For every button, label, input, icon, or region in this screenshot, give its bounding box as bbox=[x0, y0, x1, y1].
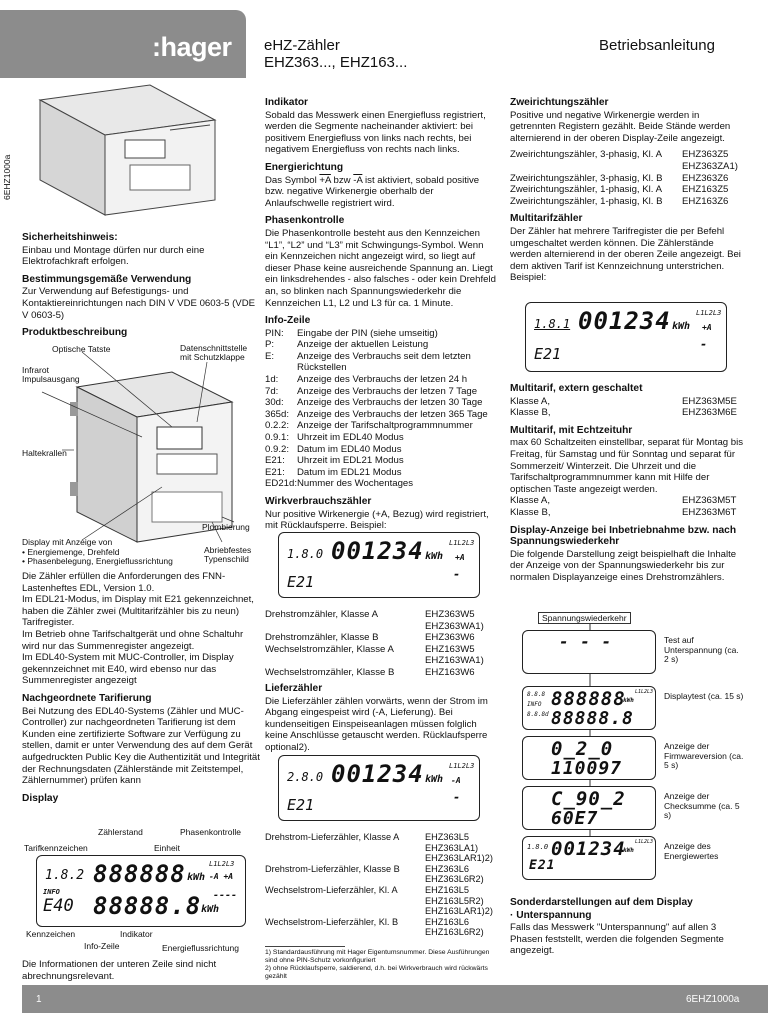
info-row-row bbox=[265, 328, 497, 340]
zwei-value: EHZ363ZA1) bbox=[682, 160, 738, 172]
zwei-row bbox=[510, 196, 746, 208]
ext-row bbox=[510, 407, 746, 419]
seq-label: Anzeige der Firmwareversion (ca. 5 s) bbox=[664, 741, 744, 770]
display-unit1: kWh bbox=[187, 872, 206, 883]
info-row-key: PIN: bbox=[265, 327, 284, 339]
wirk-value: EHZ363W6 bbox=[425, 632, 475, 644]
liefer-value: EHZ163L5R2) bbox=[425, 895, 484, 906]
ext-key: Klasse A, bbox=[510, 395, 550, 407]
page-number: 1 bbox=[36, 994, 42, 1005]
seq-small-small1: 8.8.8 bbox=[527, 691, 546, 698]
ind-title: Indikator bbox=[265, 97, 309, 108]
seq-label: Anzeige der Checksumme (ca. 5 s) bbox=[664, 791, 740, 820]
info-row-key: 0.9.1: bbox=[265, 432, 290, 444]
wirk-e: E21 bbox=[287, 573, 315, 591]
seq-top: C_90_2 bbox=[551, 788, 626, 810]
seq-bottom: 88888.8 bbox=[551, 708, 634, 729]
wirk-text: Nur positive Wirkenergie (+A, Bezug) wird registriert, mit Rücklaufsperre. Beispiel: bbox=[265, 508, 489, 532]
multi-text: Der Zähler hat mehrere Tarifregister die per Befehl umgeschaltet werden können. Die Zählerstände werden alternierend in der oberen Zeile angezeigt. Bei dem aktiven Tarif ist Kennzeichnung unterstrichen. Beispiel: bbox=[510, 225, 741, 284]
info-row-row bbox=[265, 455, 497, 467]
multi-e: E21 bbox=[534, 345, 562, 363]
liefer-key: Wechselstrom-Lieferzähler, Kl. B bbox=[265, 916, 399, 927]
liefer-value: EHZ363L6 bbox=[425, 863, 469, 874]
tarif-title: Nachgeordnete Tarifierung bbox=[22, 692, 152, 704]
seq-label: Test auf Unterspannung (ca. 2 s) bbox=[664, 635, 739, 664]
seq-lcd bbox=[522, 836, 656, 880]
wirk-dash: - bbox=[453, 567, 461, 581]
title-line1: eHZ-Zähler bbox=[264, 37, 340, 54]
display-lcd bbox=[36, 855, 246, 927]
seq-lcd bbox=[522, 736, 656, 780]
ext-title: Multitarif, extern geschaltet bbox=[510, 383, 643, 394]
column-1-body bbox=[22, 571, 260, 805]
footnote-2: 2) ohne Rücklaufsperre, saldierend, d.h. bei Wirkverbrauch wird rückwärts gezählt bbox=[265, 965, 488, 980]
seq-phases: L1L2L3 bbox=[635, 839, 654, 845]
energy-title: Energierichtung bbox=[265, 161, 344, 173]
wirk-phases: L1L2L3 bbox=[449, 539, 475, 547]
multi-code: 1.8.1 bbox=[534, 317, 571, 331]
liefer-key bbox=[265, 874, 425, 885]
zwei-row bbox=[510, 149, 746, 161]
zwei-key: Zweirichtungszähler, 1-phasig, Kl. B bbox=[510, 195, 663, 207]
body4: Im EDL40-System mit MUC-Controller, im Display gekennzeichnet mit E40, wird ebenso nur das Summenregister angezeigt bbox=[22, 652, 234, 687]
zwei-row bbox=[510, 173, 746, 185]
energy-bzw: bzw bbox=[333, 174, 351, 186]
column-2 bbox=[265, 97, 497, 532]
multi-phases: L1L2L3 bbox=[696, 309, 722, 317]
multi-title: Multitarifzähler bbox=[510, 213, 583, 225]
multi-lcd bbox=[525, 302, 727, 372]
label-haltekrallen: Haltekrallen bbox=[22, 448, 67, 458]
zwei-row bbox=[510, 184, 746, 196]
zwei-value: EHZ163Z6 bbox=[682, 195, 729, 207]
zwei-row bbox=[510, 161, 746, 173]
side-doc-code: 6EHZ1000a bbox=[2, 154, 12, 200]
liefer-value: EHZ363L6R2) bbox=[425, 874, 484, 885]
label-bullet2: • Phasenbelegung, Energieflussrichtung bbox=[22, 556, 173, 566]
label-abrieb: Abriebfestes Typenschild bbox=[204, 545, 252, 564]
label-energie: Energieflussrichtung bbox=[162, 943, 240, 953]
liefer-key: Drehstrom-Lieferzähler, Klasse B bbox=[265, 863, 400, 874]
multi-dash: - bbox=[700, 337, 708, 351]
zwei-key: Zweirichtungszähler, 3-phasig, Kl. A bbox=[510, 149, 662, 161]
info-row-row bbox=[265, 351, 497, 374]
display-reading2: 88888.8 bbox=[93, 892, 202, 920]
column-3-bottom bbox=[510, 897, 746, 957]
label-einheit: Einheit bbox=[154, 843, 180, 853]
info-row-value: Anzeige der aktuellen Leistung bbox=[297, 339, 429, 351]
info-row-value: Anzeige des Verbrauchs seit dem letzten Rückstellen bbox=[297, 350, 471, 374]
seq-code5: 1.8.0 bbox=[527, 843, 549, 851]
info-row-key: ED21d: bbox=[265, 478, 297, 490]
info-row-key: 365d: bbox=[265, 408, 290, 420]
zwei-title: Zweirichtungszähler bbox=[510, 97, 609, 108]
ext-value: EHZ363M6E bbox=[682, 407, 737, 419]
zwei-key: Zweirichtungszähler, 3-phasig, Kl. B bbox=[510, 172, 663, 184]
seq-label: Anzeige des Energiewertes bbox=[664, 841, 719, 861]
info-row-key: 0.9.2: bbox=[265, 443, 290, 455]
wirk-code: 1.8.0 bbox=[287, 547, 324, 561]
liefer-key: Wechselstrom-Lieferzähler, Kl. A bbox=[265, 884, 398, 895]
info-row-row bbox=[265, 397, 497, 409]
seq-top: 001234 bbox=[551, 838, 626, 860]
liefer-text: Die Lieferzähler zählen vorwärts, wenn der Strom im Abgang eingespeist wird (-A, Lieferung). Bei kundenseitigen Einspeiseanlagen müssen folglich keine Anschlüsse getauscht werden. Rücklaufsperre optional2). bbox=[265, 695, 488, 753]
echt-value: EHZ363M5T bbox=[682, 495, 737, 507]
wirk-value: EHZ163WA1) bbox=[425, 655, 484, 667]
ind-text: Sobald das Messwerk einen Energiefluss registriert, werden die Segmente nacheinander aktiviert: bei positivem Energiefluss von links nach rechts, bei negativem Energiefluss von rechts nach links. bbox=[265, 109, 486, 156]
sonder-sub: · Unterspannung bbox=[510, 909, 592, 921]
wirk-row bbox=[265, 655, 497, 667]
wirk-row bbox=[265, 644, 497, 656]
liefer-value: EHZ163L6R2) bbox=[425, 927, 484, 938]
ext-value: EHZ363M5E bbox=[682, 395, 737, 407]
safety-title: Sicherheitshinweis: bbox=[22, 232, 118, 243]
info-row-key: 30d: bbox=[265, 397, 284, 409]
liefer-row bbox=[265, 874, 505, 885]
info-row-row bbox=[265, 467, 497, 479]
wirk-value: EHZ363W5 bbox=[425, 609, 475, 620]
wirk-row bbox=[265, 609, 497, 621]
liefer-code: 2.8.0 bbox=[287, 770, 324, 784]
liefer-key bbox=[265, 906, 425, 917]
hager-logo: :hager bbox=[152, 32, 232, 62]
meter-illustration bbox=[30, 80, 230, 220]
wirk-key bbox=[265, 655, 425, 667]
echt-key: Klasse A, bbox=[510, 495, 550, 507]
label-infozeile: Info-Zeile bbox=[84, 941, 120, 951]
info-row-key: E21: bbox=[265, 455, 285, 467]
label-plombierung: Plombierung bbox=[202, 522, 250, 532]
energy-sym2: -A bbox=[353, 174, 363, 186]
title-line2: EHZ363..., EHZ163... bbox=[264, 54, 408, 71]
wirk-lcd bbox=[278, 532, 480, 598]
echt-table bbox=[510, 495, 746, 518]
info-row-key: 0.2.2: bbox=[265, 420, 290, 432]
liefer-value: EHZ363LAR1)2) bbox=[425, 853, 493, 864]
wirk-title: Wirkverbrauchszähler bbox=[265, 496, 372, 507]
display-title: Display bbox=[22, 792, 59, 804]
display-info: INFO bbox=[43, 888, 60, 896]
seq-head: Spannungswiederkehr bbox=[538, 612, 631, 624]
label-datenschnitt: Datenschnittstelle mit Schutzklappe bbox=[180, 343, 248, 362]
liefer-value: EHZ363LA1) bbox=[425, 842, 479, 853]
body3: Im Betrieb ohne Tarifschaltgerät und ohne Schaltuhr wird nur das Summenregister angezeigt. bbox=[22, 628, 244, 652]
zwei-text: Positive und negative Wirkenergie werden in getrennten Registern gezählt. Beide Stände werden alternierend in der oberen Display-Zeile angezeigt. bbox=[510, 109, 731, 144]
seq-lcd bbox=[522, 786, 656, 830]
column-1 bbox=[22, 226, 260, 340]
liefer-table bbox=[265, 832, 505, 938]
wirk-reading: 001234 bbox=[331, 537, 424, 565]
liefer-title: Lieferzähler bbox=[265, 683, 323, 694]
echt-key: Klasse B, bbox=[510, 506, 551, 518]
liefer-row bbox=[265, 864, 505, 875]
info-row-value: Datum im EDL40 Modus bbox=[297, 443, 402, 455]
liefer-arrow: -A bbox=[451, 776, 461, 785]
info-row-value: Nummer des Wochentages bbox=[297, 478, 414, 490]
startup-sequence bbox=[522, 608, 752, 888]
use-title: Bestimmungsgemäße Verwendung bbox=[22, 273, 192, 285]
echt-value: EHZ363M6T bbox=[682, 506, 737, 518]
liefer-dash: - bbox=[453, 790, 461, 804]
wirk-value: EHZ163W6 bbox=[425, 666, 475, 678]
wirk-row bbox=[265, 632, 497, 644]
wirk-value: EHZ363WA1) bbox=[425, 620, 484, 632]
column-3 bbox=[510, 97, 746, 284]
seq-phases: L1L2L3 bbox=[635, 689, 654, 695]
liefer-row bbox=[265, 832, 505, 843]
info-row-row bbox=[265, 444, 497, 456]
info-row-value: Uhrzeit im EDL40 Modus bbox=[297, 432, 404, 444]
info-row-value: Anzeige des Verbrauchs der letzen 24 h bbox=[297, 374, 468, 386]
use-text: Zur Verwendung auf Befestigungs- und Kontaktiereinrichtungen nach DIN V VDE 0603-5 (VDE V 0603-5) bbox=[22, 286, 256, 321]
label-kennzeichen: Kennzeichen bbox=[26, 929, 76, 939]
column-3-mid bbox=[510, 383, 746, 584]
liefer-key bbox=[265, 927, 425, 938]
seq-bottom: 60E7 bbox=[551, 808, 599, 829]
wirk-key: Drehstromzähler, Klasse A bbox=[265, 609, 379, 620]
wirk-key: Wechselstromzähler, Klasse B bbox=[265, 666, 395, 678]
info-row-value: Eingabe der PIN (siehe umseitig) bbox=[297, 327, 438, 339]
zwei-value: EHZ363Z5 bbox=[682, 149, 729, 161]
energy-text-b: ist aktiviert, sobald positive bzw. negative Wirkenergie oberhalb der Anlaufschwelle registriert wird. bbox=[265, 174, 480, 209]
footnote-1: 1) Standardausführung mit Hager Eigentumsnummer. Diese Ausführungen sind ohne PIN-Schutz vorkonfiguriert bbox=[265, 949, 490, 964]
display-reading1: 888888 bbox=[93, 860, 186, 888]
zwei-table bbox=[510, 149, 746, 207]
info-row-row bbox=[265, 409, 497, 421]
wirk-row bbox=[265, 667, 497, 679]
sonder-text: Falls das Messwerk "Unterspannung" auf allen 3 Phasen feststellt, werden die folgenden Segmente angezeigt. bbox=[510, 922, 724, 957]
footer-code: 6EHZ1000a bbox=[686, 994, 740, 1005]
liefer-row bbox=[265, 927, 505, 938]
ext-key: Klasse B, bbox=[510, 407, 551, 419]
zwei-value: EHZ363Z6 bbox=[682, 172, 729, 184]
info-row-row bbox=[265, 339, 497, 351]
liefer-phases: L1L2L3 bbox=[449, 762, 475, 770]
wirk-arrow: +A bbox=[455, 553, 465, 562]
info-title: Info-Zeile bbox=[265, 315, 311, 327]
display-unit2: kWh bbox=[201, 904, 220, 915]
info-row-value: Datum im EDL21 Modus bbox=[297, 466, 402, 478]
wirk-unit: kWh bbox=[425, 551, 444, 562]
bottom-note: Die Informationen der unteren Zeile sind nicht abrechnungsrelevant. bbox=[22, 959, 217, 982]
liefer-reading: 001234 bbox=[331, 760, 424, 788]
info-row-key: E: bbox=[265, 350, 275, 362]
liefer-row bbox=[265, 843, 505, 854]
info-row-value: Anzeige des Verbrauchs der letzen 7 Tage bbox=[297, 385, 478, 397]
seq-bottom: E21 bbox=[529, 858, 556, 873]
sonder-title: Sonderdarstellungen auf dem Display bbox=[510, 897, 693, 908]
phase-text: Die Phasenkontrolle besteht aus den Kennzeichen “L1”, “L2” und “L3” mit Schwingungs-Symbol. Wenn ein Kennzeichen nicht angezeigt wird, so liegt auf dieser Phase keine ausreichende Spannung an. Liegt ein linksdrehendes - also falsches - oder kein Drehfeld an, so blinken nach Spannungswiederkehr die Kennzeichen L1, L2 und L3 für ca. 1 Minute. bbox=[265, 227, 496, 309]
echt-row bbox=[510, 495, 746, 507]
info-row-row bbox=[265, 420, 497, 432]
label-phasenkontrolle: Phasenkontrolle bbox=[180, 827, 241, 837]
footnotes bbox=[265, 946, 501, 981]
liefer-row bbox=[265, 853, 505, 864]
display-figure bbox=[22, 825, 262, 955]
display-code2: E40 bbox=[43, 896, 74, 916]
multi-reading: 001234 bbox=[578, 307, 671, 335]
info-row-value: Uhrzeit im EDL21 Modus bbox=[297, 455, 404, 467]
info-row-value: Anzeige des Verbrauchs der letzen 30 Tage bbox=[297, 397, 483, 409]
info-row-key: E21: bbox=[265, 466, 285, 478]
tarif-text: Bei Nutzung des EDL40-Systems (Zähler und MUC-Controller) zur nachgeordneten Tarifierung ist dem Kunden eine zertifizierte Software zur Verfügung zu stellen, damit er unter Verwendung des auf dem Gerät aufgedruckten Public Key die Authentizität und Integrität der Rechnungsdaten (Zählerstände mit Zeitstempel, Zählernummer) prüfen kann bbox=[22, 705, 260, 787]
ext-row bbox=[510, 396, 746, 408]
wirk-value: EHZ163W5 bbox=[425, 643, 475, 655]
liefer-unit: kWh bbox=[425, 774, 444, 785]
liefer-value: EHZ163L6 bbox=[425, 916, 469, 927]
info-row-value: Anzeige der Tarifschaltprogrammnummer bbox=[297, 420, 473, 432]
liefer-key bbox=[265, 896, 425, 907]
seq-small-small3: 8.8.8d bbox=[527, 711, 549, 718]
liefer-key bbox=[265, 853, 425, 864]
energy-sym1: +A bbox=[319, 174, 331, 186]
label-infrarot: Infrarot Impulsausgang bbox=[22, 365, 80, 384]
seq-lcd bbox=[522, 630, 656, 674]
seq-unit: kWh bbox=[623, 697, 634, 704]
seq-lcd bbox=[522, 686, 656, 730]
seq-top: 0_2_0 bbox=[551, 738, 614, 760]
safety-text: Einbau und Montage dürfen nur durch eine Elektrofachkraft erfolgen. bbox=[22, 244, 205, 268]
wirk-key bbox=[265, 621, 425, 633]
inbetr-title: Display-Anzeige bei Inbetriebnahme bzw. nach Spannungswiederkehr bbox=[510, 524, 737, 548]
echt-row bbox=[510, 507, 746, 519]
liefer-row bbox=[265, 896, 505, 907]
liefer-key: Drehstrom-Lieferzähler, Klasse A bbox=[265, 832, 400, 842]
multi-arrow: +A bbox=[702, 323, 712, 332]
zwei-value: EHZ163Z5 bbox=[682, 184, 729, 196]
wirk-table bbox=[265, 609, 497, 679]
label-tatste: Optische Tatste bbox=[52, 344, 111, 354]
display-code1: 1.8.2 bbox=[45, 868, 85, 883]
info-row-row bbox=[265, 478, 497, 490]
doc-type: Betriebsanleitung bbox=[599, 37, 715, 54]
echt-title: Multitarif, mit Echtzeituhr bbox=[510, 424, 633, 436]
footer-bar bbox=[22, 985, 768, 1013]
wirk-key: Drehstromzähler, Klasse B bbox=[265, 632, 379, 644]
liefer-value: EHZ163L5 bbox=[425, 884, 469, 895]
label-zaehlerstand: Zählerstand bbox=[98, 827, 143, 837]
label-bullet1: • Energiemenge, Drehfeld bbox=[22, 547, 120, 557]
zwei-key: Zweirichtungszähler, 1-phasig, Kl. A bbox=[510, 184, 662, 196]
ext-table bbox=[510, 396, 746, 419]
seq-small-small2: INFO bbox=[527, 701, 542, 708]
seq-unit: kWh bbox=[623, 847, 634, 854]
liefer-key bbox=[265, 843, 425, 854]
energy-text-a: Das Symbol bbox=[265, 174, 317, 186]
info-row-row bbox=[265, 432, 497, 444]
liefer-row bbox=[265, 885, 505, 896]
label-indikator: Indikator bbox=[120, 929, 153, 939]
info-row-row bbox=[265, 386, 497, 398]
wirk-key: Wechselstromzähler, Klasse A bbox=[265, 643, 394, 655]
seq-bottom: 110097 bbox=[551, 758, 623, 779]
seq-top: 888888 bbox=[551, 688, 626, 710]
label-display: Display mit Anzeige von bbox=[22, 537, 113, 547]
phase-title: Phasenkontrolle bbox=[265, 215, 345, 227]
multi-unit: kWh bbox=[672, 321, 691, 332]
body1: Die Zähler erfüllen die Anforderungen des FNN-Lastenheftes EDL, Version 1.0. bbox=[22, 571, 226, 594]
info-row-key: P: bbox=[265, 339, 275, 351]
product-title: Produktbeschreibung bbox=[22, 327, 128, 339]
display-arrows: -A +A bbox=[209, 872, 234, 881]
seq-label: Displaytest (ca. 15 s) bbox=[664, 691, 744, 701]
info-row-row bbox=[265, 374, 497, 386]
info-list bbox=[265, 328, 497, 490]
liefer-value: EHZ363L5 bbox=[425, 832, 469, 842]
liefer-row bbox=[265, 917, 505, 928]
liefer-section bbox=[265, 683, 497, 754]
label-tarifkennzeichen: Tarifkennzeichen bbox=[24, 843, 88, 853]
display-dashes: ---- bbox=[213, 890, 238, 901]
info-row-key: 1d: bbox=[265, 374, 279, 386]
liefer-row bbox=[265, 906, 505, 917]
echt-text: max 60 Schaltzeiten einstellbar, separat für Montag bis Freitag, für Samstag und für Sonntag und separat für Sommerzeit/ Winterzeit. Die Uhrzeit und die Tarifschaltprogrammnummer kann mit Hilfe der optischen Taste angezeigt werden. bbox=[510, 437, 744, 495]
zwei-key bbox=[510, 161, 682, 173]
info-row-key: 7d: bbox=[265, 385, 279, 397]
wirk-row bbox=[265, 621, 497, 633]
liefer-e: E21 bbox=[287, 796, 315, 814]
seq-top: - - - bbox=[559, 632, 613, 651]
liefer-value: EHZ163LAR1)2) bbox=[425, 906, 493, 917]
inbetr-text: Die folgende Darstellung zeigt beispielhaft die Inhalte der Anzeige von der Spannungswiederkehr bis zur normalen Displayanzeige eines Drehstromzählers. bbox=[510, 548, 737, 583]
product-figure bbox=[22, 342, 262, 570]
body2: Im EDL21-Modus, im Display mit E21 gekennzeichnet, haben die Zähler zwei (Multitarifzähler bis zu neun) Tarifregister. bbox=[22, 594, 254, 629]
display-phases: L1L2L3 bbox=[209, 860, 235, 868]
info-row-value: Anzeige des Verbrauchs der letzen 365 Tage bbox=[297, 408, 488, 420]
liefer-lcd bbox=[278, 755, 480, 821]
